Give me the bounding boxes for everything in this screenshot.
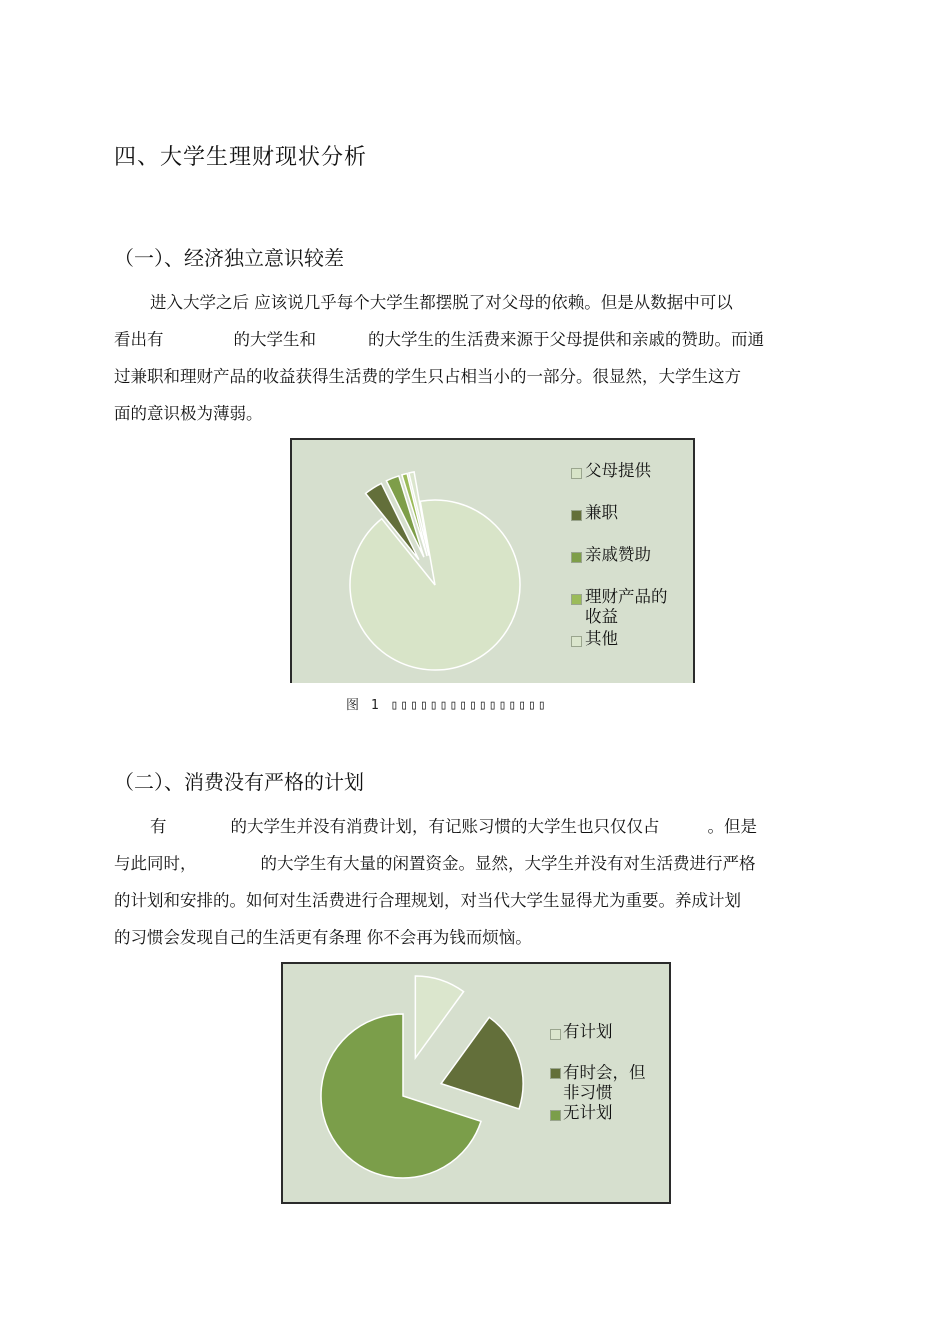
- legend-label-other: 其他: [585, 629, 618, 648]
- paragraph-1-line-4: [114, 395, 838, 432]
- pie-chart-spending-plan: [281, 962, 671, 1204]
- paragraph-1-line-2: [114, 321, 838, 358]
- paragraph-text: 。但是: [707, 817, 757, 836]
- paragraph-text: 面的意识极为薄弱。: [114, 404, 263, 423]
- paragraph-text: 看出有: [114, 330, 164, 349]
- legend-label-sometimes: 有时会，但 非习惯: [563, 1063, 646, 1102]
- pie-chart-income-sources: [290, 438, 695, 683]
- paragraph-2-line-4: [114, 919, 838, 956]
- subsection-2-title: （二）、消费没有严格的计划: [114, 770, 364, 794]
- paragraph-2: [114, 808, 838, 956]
- figure-1-caption: 图 1 ▯▯▯▯▯▯▯▯▯▯▯▯▯▯▯▯: [346, 698, 548, 713]
- pie-slice-3: [321, 1014, 481, 1178]
- paragraph-text: 的计划和安排的。如何对生活费进行合理规划，对当代大学生显得尤为重要。养成计划: [114, 891, 741, 910]
- legend-swatch-other: [571, 636, 582, 647]
- legend-swatch-planned: [550, 1029, 561, 1040]
- paragraph-2-line-2: [114, 845, 838, 882]
- legend-swatch-parents: [571, 468, 582, 479]
- paragraph-text: 的大学生有大量的闲置资金。显然，大学生并没有对生活费进行严格: [260, 854, 756, 873]
- legend-swatch-investment: [571, 594, 582, 605]
- legend-swatch-no-plan: [550, 1110, 561, 1121]
- paragraph-text: 进入大学之后 应该说几乎每个大学生都摆脱了对父母的依赖。但是从数据中可以: [150, 293, 733, 312]
- paragraph-1-line-1: [114, 284, 838, 321]
- pie-slice-1: [350, 500, 520, 670]
- legend-label-no-plan: 无计划: [563, 1103, 613, 1122]
- paragraph-text: 有: [150, 817, 167, 836]
- paragraph-1-line-3: [114, 358, 838, 395]
- paragraph-2-line-1: [114, 808, 838, 845]
- legend-label-relatives: 亲戚赞助: [585, 545, 651, 564]
- pie-slice-1: [415, 976, 463, 1058]
- legend-swatch-sometimes: [550, 1068, 561, 1079]
- paragraph-text: 与此同时，: [114, 854, 197, 873]
- legend-swatch-part-time: [571, 510, 582, 521]
- legend-label-investment: 理财产品的 收益: [585, 587, 668, 626]
- paragraph-text: 过兼职和理财产品的收益获得生活费的学生只占相当小的一部分。很显然，大学生这方: [114, 367, 741, 386]
- subsection-1-title: （一）、经济独立意识较差: [114, 246, 344, 270]
- legend-label-parents: 父母提供: [585, 461, 651, 480]
- section-title: 四、大学生理财现状分析: [114, 145, 368, 170]
- legend-label-part-time: 兼职: [585, 503, 618, 522]
- paragraph-1: [114, 284, 838, 432]
- paragraph-text: 的大学生的生活费来源于父母提供和亲戚的赞助。而通: [368, 330, 764, 349]
- paragraph-text: 的大学生并没有消费计划，有记账习惯的大学生也只仅仅占: [230, 817, 660, 836]
- paragraph-2-line-3: [114, 882, 838, 919]
- paragraph-text: 的大学生和: [233, 330, 316, 349]
- legend-swatch-relatives: [571, 552, 582, 563]
- paragraph-text: 的习惯会发现自己的生活更有条理 你不会再为钱而烦恼。: [114, 928, 532, 947]
- pie-slice-2: [441, 1017, 523, 1109]
- legend-label-planned: 有计划: [563, 1022, 613, 1041]
